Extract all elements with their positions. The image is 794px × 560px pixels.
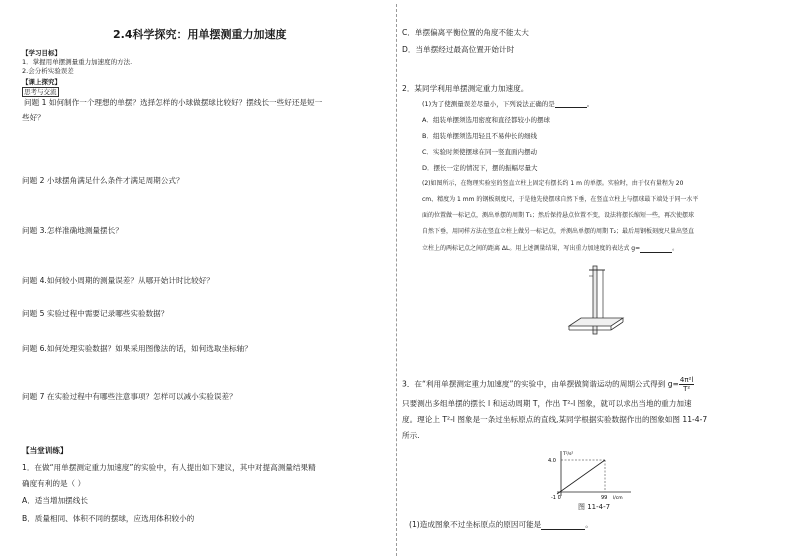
problem-5: 问题 5 实验过程中需要记录哪些实验数据？ (22, 309, 169, 318)
y-tick-4: 4.0 (548, 458, 556, 464)
formula-fraction (679, 376, 694, 393)
question-2-sub-2-line-2: cm、精度为 1 mm 的钢板刻度尺，于是他先使摆球自然下垂，在竖直立柱上与摆球最下端处于同一水平 (422, 196, 699, 203)
question-3-line-1-text: 3．在“利用单摆测定重力加速度”的实验中，由单摆做简谐运动的周期公式得到 (402, 379, 666, 389)
question-3-sub-1 (409, 520, 593, 530)
question-1-option-c: C．单摆偏离平衡位置的角度不能太大 (402, 28, 529, 37)
question-2-stem: 2．某同学利用单摆测定重力加速度。 (402, 84, 529, 93)
formula-g: g= (667, 379, 679, 389)
question-2-option-c: C．实验时须使摆球在同一竖直面内摆动 (422, 148, 538, 156)
question-3-line-4: 所示. (402, 431, 420, 440)
question-3-line-1 (402, 376, 694, 393)
problem-7: 问题 7 在实验过程中有哪些注意事项？怎样可以减小实验误差？ (22, 392, 237, 401)
question-2-option-a: A．组装单摆须选用密度和直径都较小的摆球 (422, 116, 550, 124)
question-2-sub-1-text: (1)为了使测量误差尽量小，下列说法正确的是 (422, 100, 555, 108)
right-column (397, 0, 794, 560)
x-tick-99: 99 (601, 495, 608, 500)
problem-3: 问题 3.怎样准确地测量摆长？ (22, 226, 123, 235)
question-3-sub-1-text: (1)造成图象不过坐标原点的原因可能是 (409, 520, 542, 529)
question-3-sub-1-end: 。 (585, 520, 593, 529)
x-axis-label: l/cm (613, 496, 623, 500)
question-2-option-d: D．摆长一定的情况下，摆的振幅尽量大 (422, 164, 538, 172)
figure-caption: 图 11-4-7 (578, 503, 611, 511)
problem-1-line-2: 些好？ (22, 113, 45, 122)
question-2-option-b: B．组装单摆须选用轻且不易伸长的细线 (422, 132, 537, 140)
problem-4: 问题 4.如何较小周期的测量误差？从哪开始计时比较好？ (22, 276, 214, 285)
pendulum-apparatus-figure (567, 262, 627, 338)
question-2-sub-2-end: 。 (672, 245, 679, 252)
question-2-sub-2-line-3: 面的位置做一标记点，测出单摆的周期 T₁；然后保持悬点位置不变，设法将摆长缩短一些，再次使摆球 (422, 212, 694, 219)
objective-2: 2.会分析实验误差 (22, 67, 74, 75)
question-1-option-d: D．当单摆经过最高位置开始计时 (402, 45, 515, 54)
question-2-sub-2-line-4: 自然下垂，用同样方法在竖直立柱上做另一标记点，并测出单摆的周期 T₂；最后用钢板刻度尺量出竖直 (422, 228, 694, 235)
base-plate (569, 318, 623, 326)
question-2-sub-2-line-5-text: 立柱上的两标记点之间的距离 ΔL。用上述测量结果，写出重力加速度的表达式 g= (422, 245, 641, 252)
discuss-label: 思考与交流 (24, 88, 57, 96)
question-3-line-2: 只要测出多组单摆的摆长 l 和运动周期 T，作出 T²-l 图象，就可以求出当地的重力加速 (402, 399, 692, 408)
question-1-line-2: 确度有利的是（ ） (22, 479, 86, 488)
discuss-label-box (22, 88, 59, 96)
problem-6: 问题 6.如何处理实验数据？如果采用图像法的话，如何选取坐标轴？ (22, 344, 252, 353)
question-2-sub-2-line-5 (422, 244, 678, 253)
question-1-line-1: 1．在做“用单摆测定重力加速度”的实验中，有人提出如下建议，其中对提高测量结果精 (22, 463, 316, 472)
question-2-sub-1 (422, 99, 593, 108)
question-2-sub-2-line-1: (2)如图所示，在物理实验室的竖直立柱上固定有摆长约 1 m 的单摆。实验时，由于仅有量程为 20 (422, 180, 684, 187)
answer-blank (640, 244, 672, 253)
question-1-option-b: B．质量相同、体积不同的摆球，应选用体积较小的 (22, 514, 195, 523)
problem-2: 问题 2 小球摆角满足什么条件才满足周期公式？ (22, 176, 184, 185)
y-axis-label: T²/s² (563, 452, 574, 457)
objective-1: 1．掌握用单摆测量重力加速度的方法. (22, 58, 133, 66)
t2-l-graph (545, 448, 635, 500)
question-2-sub-1-end: 。 (586, 100, 594, 108)
inquiry-header: 【课上探究】 (22, 78, 61, 86)
practice-header: 【当堂训练】 (22, 446, 68, 455)
formula-numerator: 4π²l (679, 376, 694, 384)
page-title: 2.4科学探究：用单摆测重力加速度 (113, 28, 287, 41)
problem-1-line-1: 问题 1 如何制作一个理想的单摆？选择怎样的小球做摆球比较好？摆线长一些好还是短一 (24, 98, 323, 107)
question-3-line-3: 度。理论上 T²-l 图象是一条过坐标原点的直线,某同学根据实验数据作出的图象如图 11-4-7 (402, 415, 708, 424)
formula-denominator: T² (683, 385, 691, 393)
answer-blank (541, 521, 585, 530)
data-line (557, 460, 605, 494)
x-origin-label: -1 0 (551, 495, 561, 500)
question-1-option-a: A．适当增加摆线长 (22, 496, 88, 505)
answer-blank (555, 99, 587, 108)
objectives-header: 【学习目标】 (22, 49, 61, 57)
left-column (0, 0, 395, 560)
